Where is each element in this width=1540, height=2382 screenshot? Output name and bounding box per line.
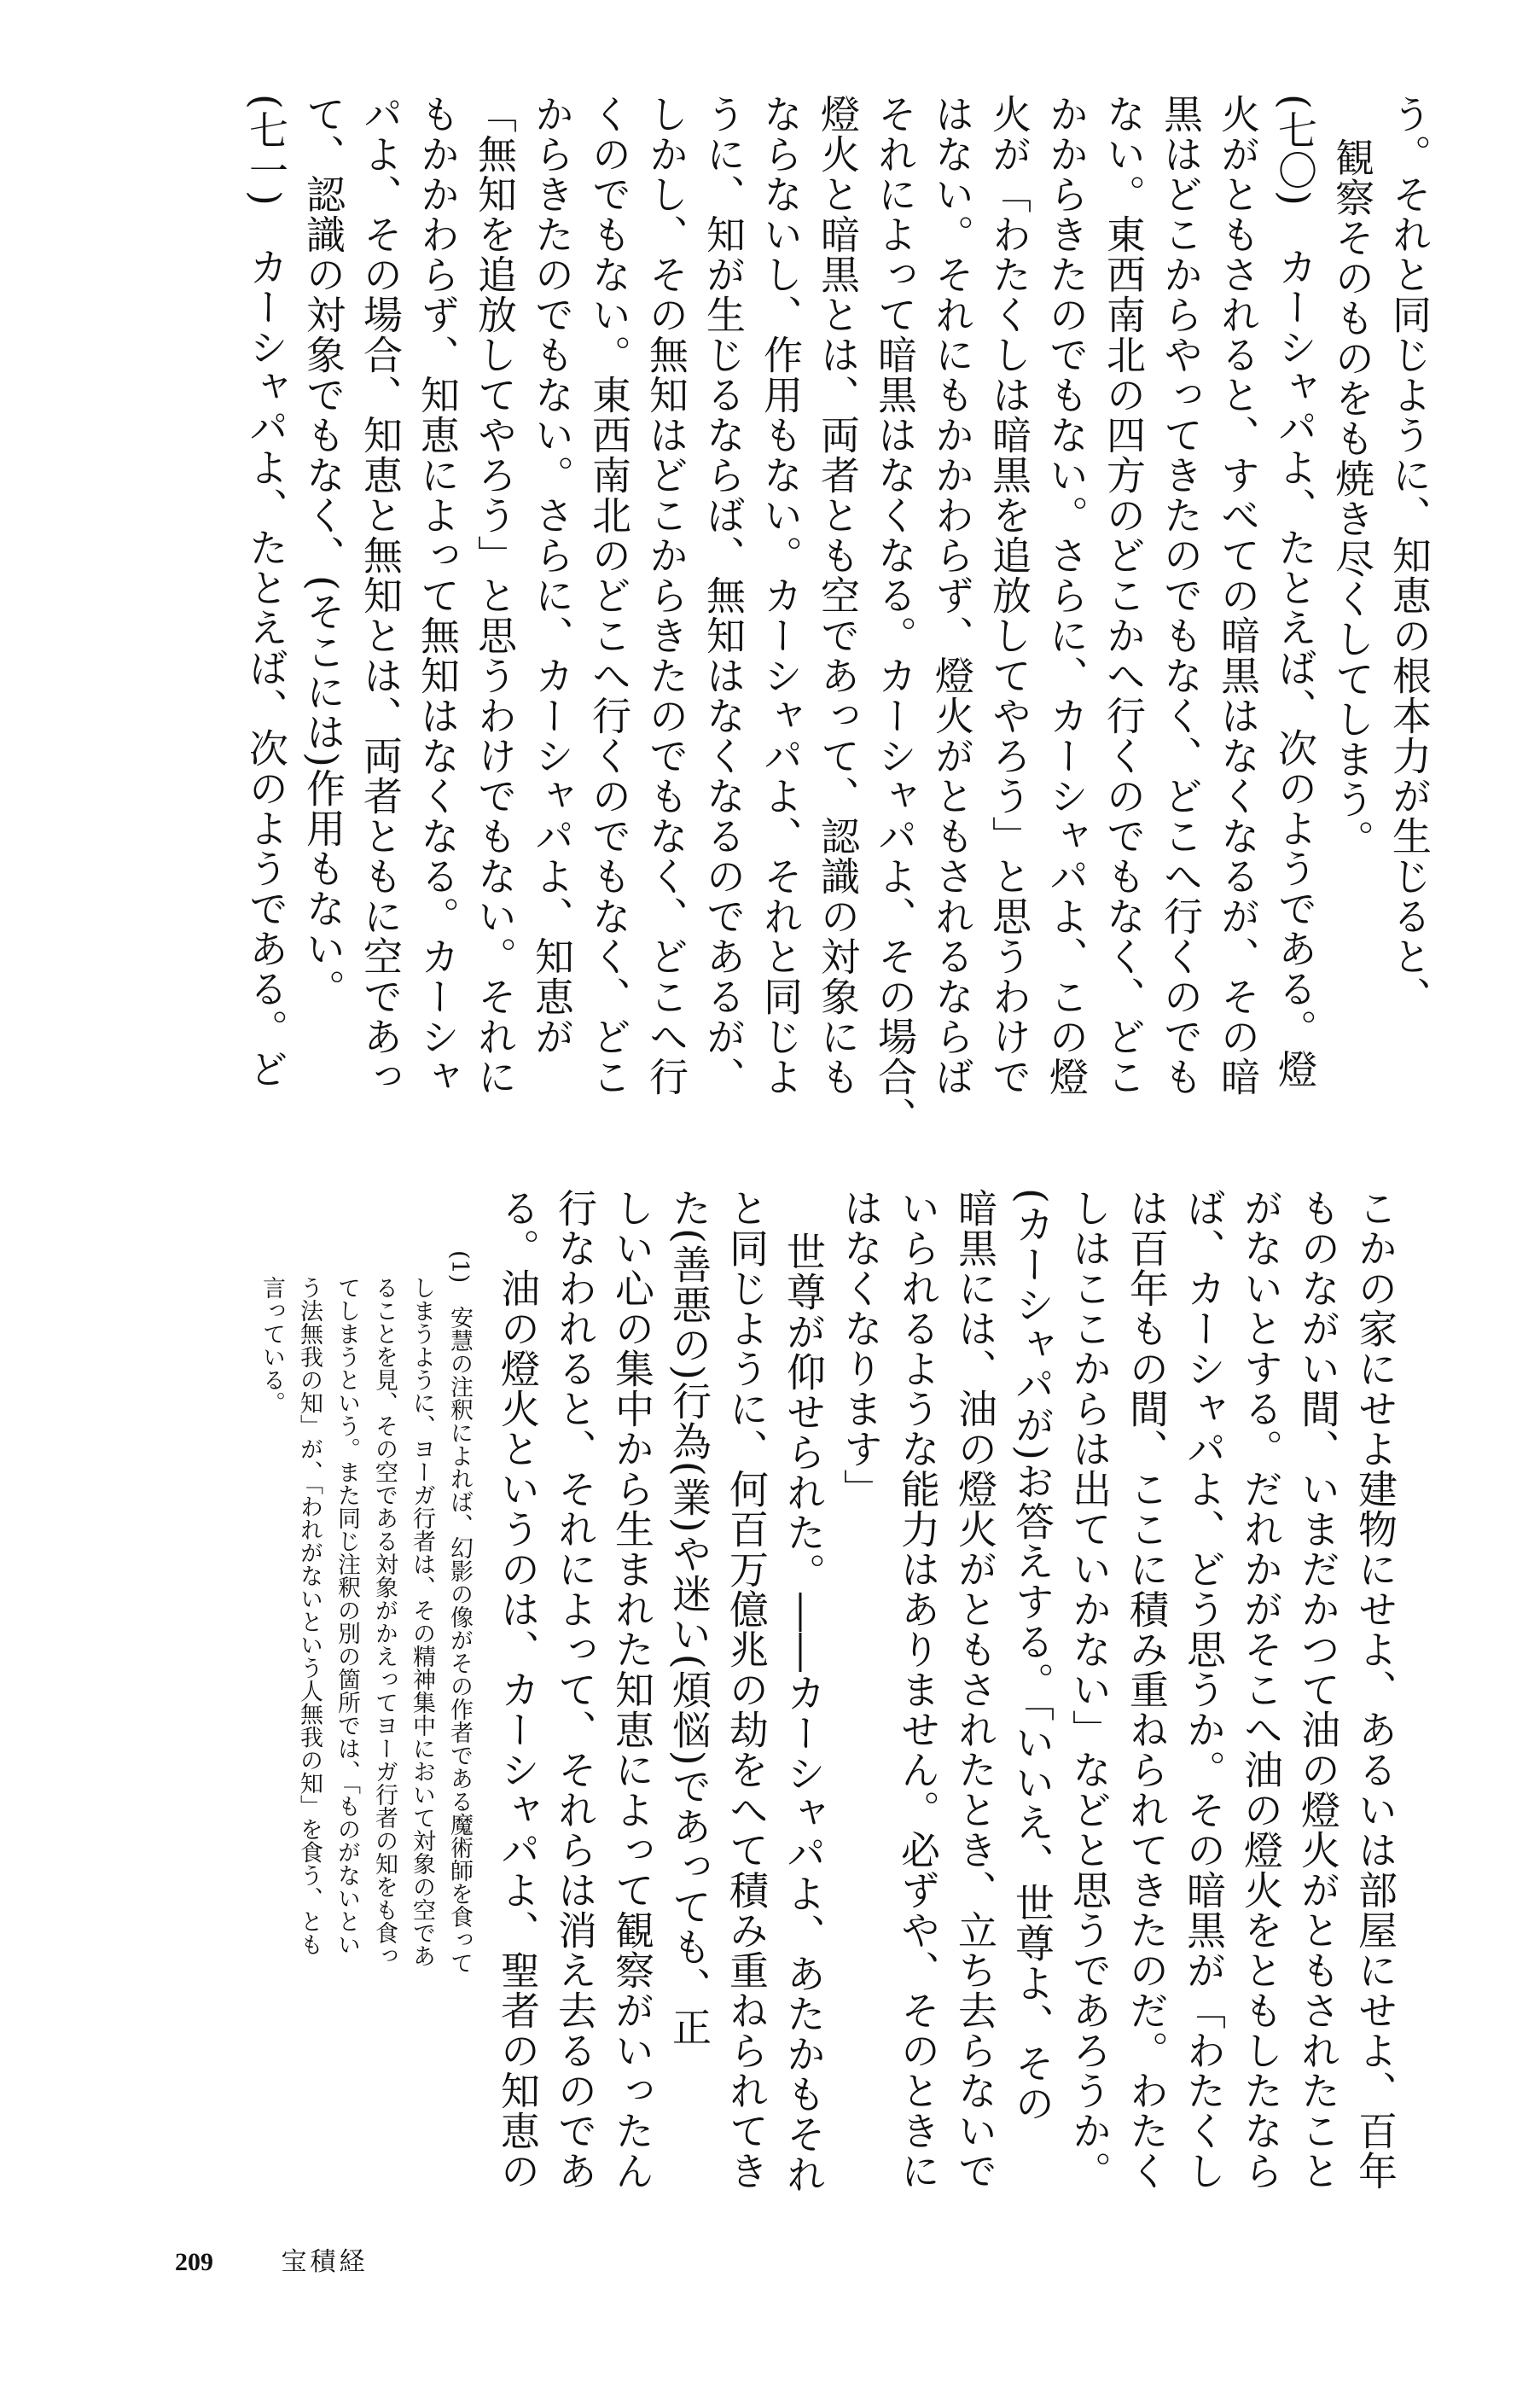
text-column: 観察そのものをも焼き尽くしてしまう。: [1329, 137, 1375, 859]
page-number: 209: [175, 2248, 213, 2276]
text-column: 世尊が仰せられた。――カーシャパよ、あたかもそれ: [781, 1231, 827, 2194]
text-column: ば、カーシャパよ、どう思うか。その暗黒が「わたくし: [1181, 1188, 1227, 2191]
text-column: うに、知が生じるならば、無知はなくなるのであるが、: [700, 94, 747, 1097]
text-column: 暗黒には、油の燈火がともされたとき、立ち去らないで: [952, 1188, 998, 2191]
text-column: ものながい間、いまだかつて油の燈火がともされたこと: [1295, 1188, 1341, 2191]
text-column: た(善悪の)行為(業)や迷い(煩悩)であっても、正: [666, 1188, 712, 2047]
text-column: しはここからは出ていかない」などと思うであろうか。: [1066, 1188, 1113, 2191]
text-column: と同じように、何百万億兆の劫をへて積み重ねられてき: [724, 1188, 770, 2191]
text-column: はない。それにもかかわらず、燈火がともされるならば: [929, 94, 975, 1097]
text-column: 燈火と暗黒とは、両者とも空であって、認識の対象にも: [815, 94, 861, 1097]
running-title: 宝積経: [281, 2247, 369, 2277]
text-column: う。それと同じように、知恵の根本力が生じると、: [1386, 94, 1432, 1016]
footnote-column: ることを見、その空である対象がかえってヨーガ行者の知をも食っ: [371, 1275, 398, 1967]
footnote-column: う法無我の知」が、「われがないという人無我の知」を食う、とも: [296, 1275, 323, 1956]
text-column: いられるような能力はありません。必ずや、そのときに: [895, 1188, 941, 2191]
text-column: (七一) カーシャパよ、たとえば、次のようである。ど: [243, 94, 289, 1089]
text-column: はなくなります」: [838, 1188, 884, 1509]
footnote-column: しまうように、ヨーガ行者は、その精神集中において対象の空であ: [409, 1275, 435, 1967]
text-column: 火がともされると、すべての暗黒はなくなるが、その暗: [1215, 94, 1261, 1097]
footnote-column: 言っている。: [259, 1275, 285, 1414]
footnotes: [253, 1250, 478, 2257]
main-text-lower: [489, 1188, 1403, 2238]
text-column: 「無知を追放してやろう」と思うわけでもない。それに: [472, 94, 518, 1097]
text-column: こかの家にせよ建物にせよ、あるいは部屋にせよ、百年: [1352, 1188, 1398, 2191]
text-column: (カーシャパが)お答えする。「いいえ、世尊よ、その: [1009, 1188, 1055, 2123]
text-column: パよ、その場合、知恵と無知とは、両者ともに空であっ: [357, 94, 404, 1097]
page-footer: [175, 2240, 369, 2278]
text-column: もかかわらず、知恵によって無知はなくなる。カーシャ: [415, 94, 461, 1097]
text-column: 行なわれると、それによって、それらは消え去るのであ: [552, 1188, 598, 2191]
text-column: る。油の燈火というのは、カーシャパよ、聖者の知恵の: [495, 1188, 541, 2191]
text-column: からきたのでもない。さらに、カーシャパよ、知恵が: [529, 94, 575, 1057]
text-column: かからきたのでもない。さらに、カーシャパよ、この燈: [1043, 94, 1090, 1097]
text-column: しい心の集中から生まれた知恵によって観察がいったん: [609, 1188, 655, 2191]
text-column: ない。東西南北の四方のどこかへ行くのでもなく、どこ: [1101, 94, 1147, 1097]
text-column: は百年もの間、ここに積み重ねられてきたのだ。わたく: [1124, 1188, 1170, 2191]
text-column: それによって暗黒はなくなる。カーシャパよ、その場合、: [872, 94, 918, 1137]
text-column: ならないし、作用もない。カーシャパよ、それと同じよ: [758, 94, 804, 1097]
text-column: くのでもない。東西南北のどこへ行くのでもなく、どこ: [586, 94, 632, 1097]
main-text-upper: [237, 94, 1438, 1186]
text-column: 火が「わたくしは暗黒を追放してやろう」と思うわけで: [986, 94, 1032, 1097]
text-column: て、認識の対象でもなく、(そこには)作用もない。: [300, 94, 346, 1009]
footnote-column: てしまうという。また同じ注釈の別の箇所では、「ものがないとい: [334, 1275, 360, 1956]
text-column: しかし、その無知はどこからきたのでもなく、どこへ行: [643, 94, 689, 1097]
text-column: 黒はどこからやってきたのでもなく、どこへ行くのでも: [1158, 94, 1204, 1097]
footnote-column: (1) 安慧の注釈によれば、幻影の像がその作者である魔術師を食って: [446, 1250, 473, 1975]
text-column: がないとする。だれかがそこへ油の燈火をともしたなら: [1238, 1188, 1284, 2191]
text-column: (七〇) カーシャパよ、たとえば、次のようである。燈: [1272, 94, 1318, 1089]
